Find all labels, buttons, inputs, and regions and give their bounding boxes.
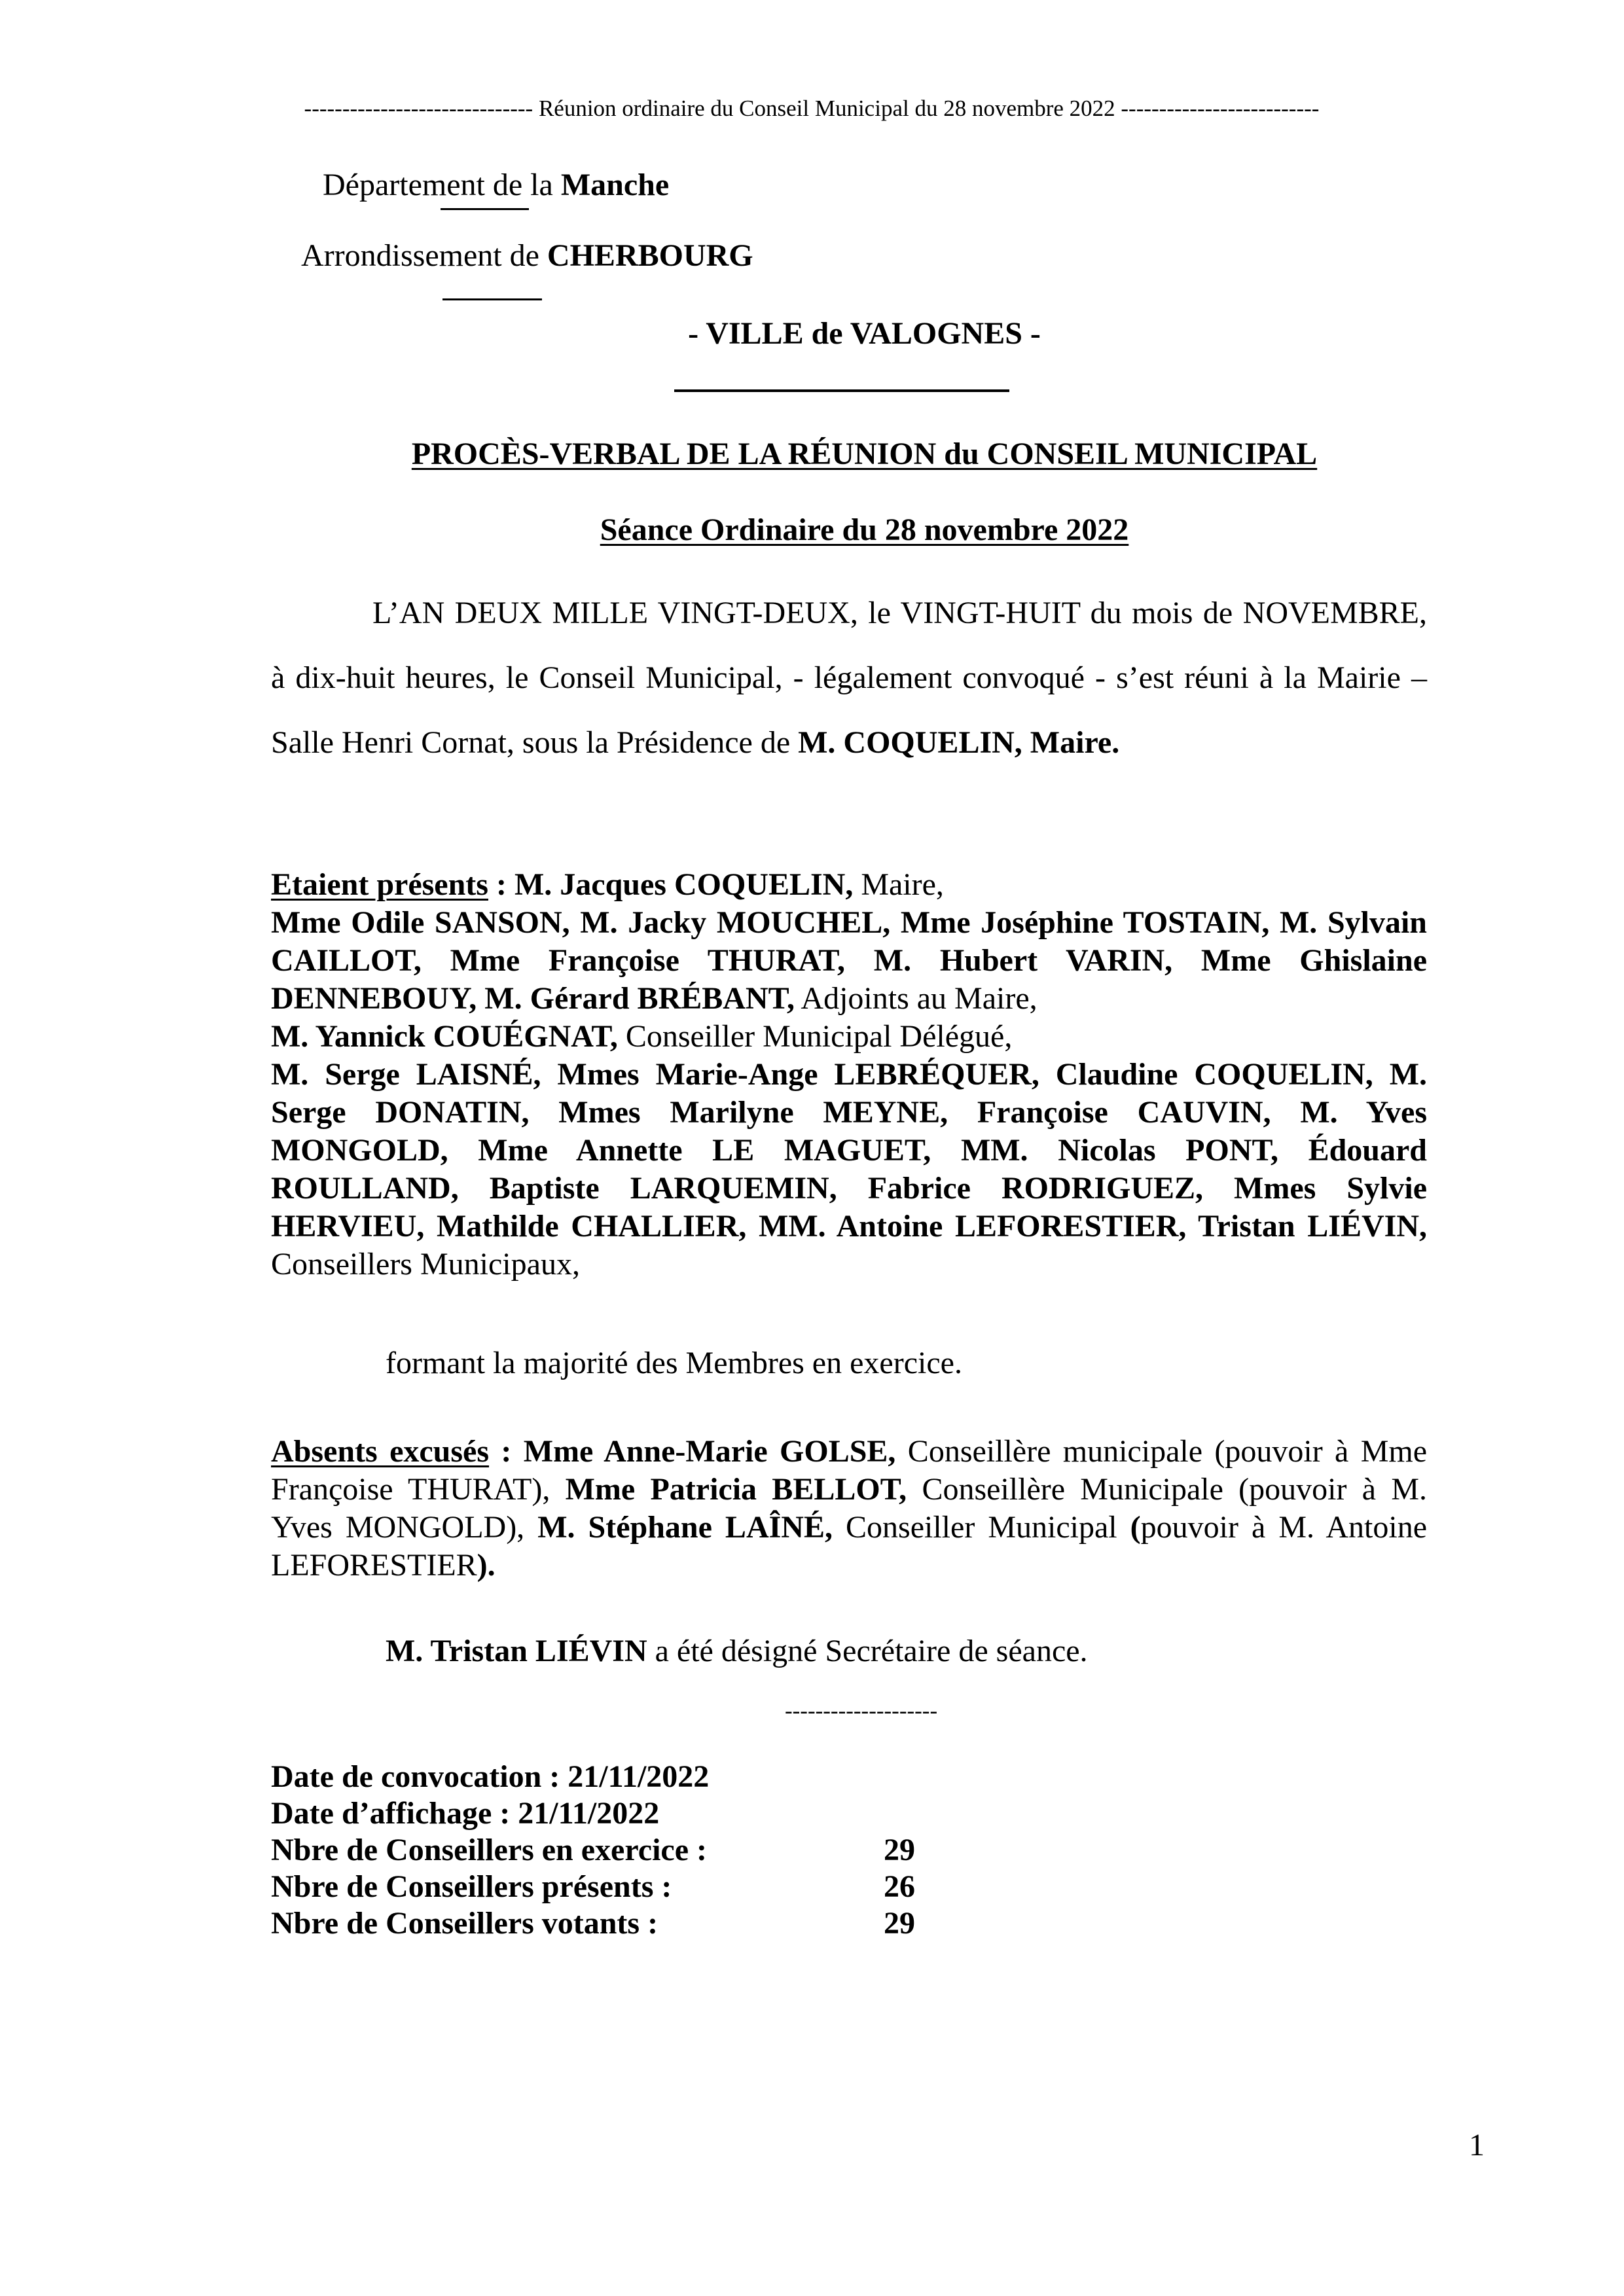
president-name: M. COQUELIN, Maire. <box>798 725 1120 760</box>
presents-section <box>271 866 1427 1283</box>
secretaire-name: M. Tristan LIÉVIN <box>386 1634 647 1668</box>
presents-colon: : <box>488 867 514 902</box>
intro-paragraph <box>271 581 1427 775</box>
arrondissement-prefix: Arrondissement de <box>301 238 547 273</box>
department-prefix: Département de la <box>323 168 561 202</box>
arrondissement-line <box>301 238 753 274</box>
maire-name: M. Jacques COQUELIN, <box>514 867 854 902</box>
conseillers-exercice-label: Nbre de Conseillers en exercice : <box>271 1833 708 1867</box>
secretaire-line <box>386 1633 1088 1669</box>
absents-colon: : <box>489 1434 524 1469</box>
absent-3-detail: Conseiller Municipal <box>832 1510 1130 1545</box>
presents-label: Etaient présents <box>271 867 488 902</box>
absent-1-detail: Conseillère municipale (pouvoir à Mme Françoise THURAT), <box>271 1434 1428 1507</box>
conseillers-exercice-value: 29 <box>884 1833 915 1867</box>
conseillers-presents-value: 26 <box>884 1869 915 1904</box>
conseillers-votants-label: Nbre de Conseillers votants : <box>271 1906 659 1941</box>
heading-rule <box>674 389 1009 392</box>
absent-2-detail: Conseillère Municipale (pouvoir à M. Yves MONGOLD), <box>271 1472 1428 1545</box>
conseillers-presents-label: Nbre de Conseillers présents : <box>271 1869 672 1904</box>
absent-3-name: M. Stéphane LAÎNÉ, <box>537 1510 833 1545</box>
adjoints-role: Adjoints au Maire, <box>795 981 1038 1016</box>
conseillers-role: Conseillers Municipaux, <box>271 1247 580 1282</box>
delegue-name: M. Yannick COUÉGNAT, <box>271 1019 618 1054</box>
running-header: ------------------------------ Réunion ordinaire du Conseil Municipal du 28 novembre 2022 -------------------------- <box>304 96 1320 121</box>
absent-3-paren: ( <box>1130 1510 1141 1545</box>
intro-text: L’AN DEUX MILLE VINGT-DEUX, le VINGT-HUIT du mois de NOVEMBRE, à dix-huit heures, le Conseil Municipal, - légalement convoqué - s’est réuni à la Mairie – Salle Henri Cornat, sous la Présidence de <box>271 596 1427 760</box>
ville-heading: - VILLE de VALOGNES - <box>688 316 1041 351</box>
absent-3-close: ). <box>477 1548 496 1583</box>
department-name: Manche <box>560 168 670 202</box>
document-title: PROCÈS-VERBAL DE LA RÉUNION du CONSEIL MUNICIPAL <box>411 437 1318 471</box>
divider <box>442 298 542 300</box>
arrondissement-name: CHERBOURG <box>547 238 753 273</box>
date-convocation: Date de convocation : 21/11/2022 <box>271 1759 710 1794</box>
absent-3-pouvoir: pouvoir à M. Antoine LEFORESTIER <box>271 1510 1428 1583</box>
majorite-line: formant la majorité des Membres en exercice. <box>386 1346 962 1380</box>
absent-2-name: Mme Patricia BELLOT, <box>565 1472 907 1507</box>
page-number: 1 <box>1469 2128 1485 2162</box>
absents-section <box>271 1433 1427 1585</box>
absents-label: Absents excusés <box>271 1434 490 1469</box>
date-affichage: Date d’affichage : 21/11/2022 <box>271 1796 660 1831</box>
maire-role: Maire, <box>853 867 944 902</box>
delegue-role: Conseiller Municipal Délégué, <box>617 1019 1013 1054</box>
conseillers-votants-value: 29 <box>884 1906 915 1941</box>
adjoints-names: Mme Odile SANSON, M. Jacky MOUCHEL, Mme Joséphine TOSTAIN, M. Sylvain CAILLOT, Mme Françoise THURAT, M. Hubert VARIN, Mme Ghislaine DENNEBOUY, M. Gérard BRÉBANT, <box>271 905 1427 1016</box>
section-separator: -------------------- <box>785 1698 938 1723</box>
secretaire-text: a été désigné Secrétaire de séance. <box>647 1634 1088 1668</box>
conseillers-names: M. Serge LAISNÉ, Mmes Marie-Ange LEBRÉQUER, Claudine COQUELIN, M. Serge DONATIN, Mmes Marilyne MEYNE, Françoise CAUVIN, M. Yves MONGOLD, Mme Annette LE MAGUET, MM. Nicolas PONT, Édouard ROULLAND, Baptiste LARQUEMIN, Fabrice RODRIGUEZ, Mmes Sylvie HERVIEU, Mathilde CHALLIER, MM. Antoine LEFORESTIER, Tristan LIÉVIN, <box>271 1057 1427 1244</box>
divider <box>441 208 529 210</box>
absent-1-name: Mme Anne-Marie GOLSE, <box>523 1434 896 1469</box>
department-line <box>323 167 669 203</box>
seance-subtitle: Séance Ordinaire du 28 novembre 2022 <box>600 512 1129 547</box>
